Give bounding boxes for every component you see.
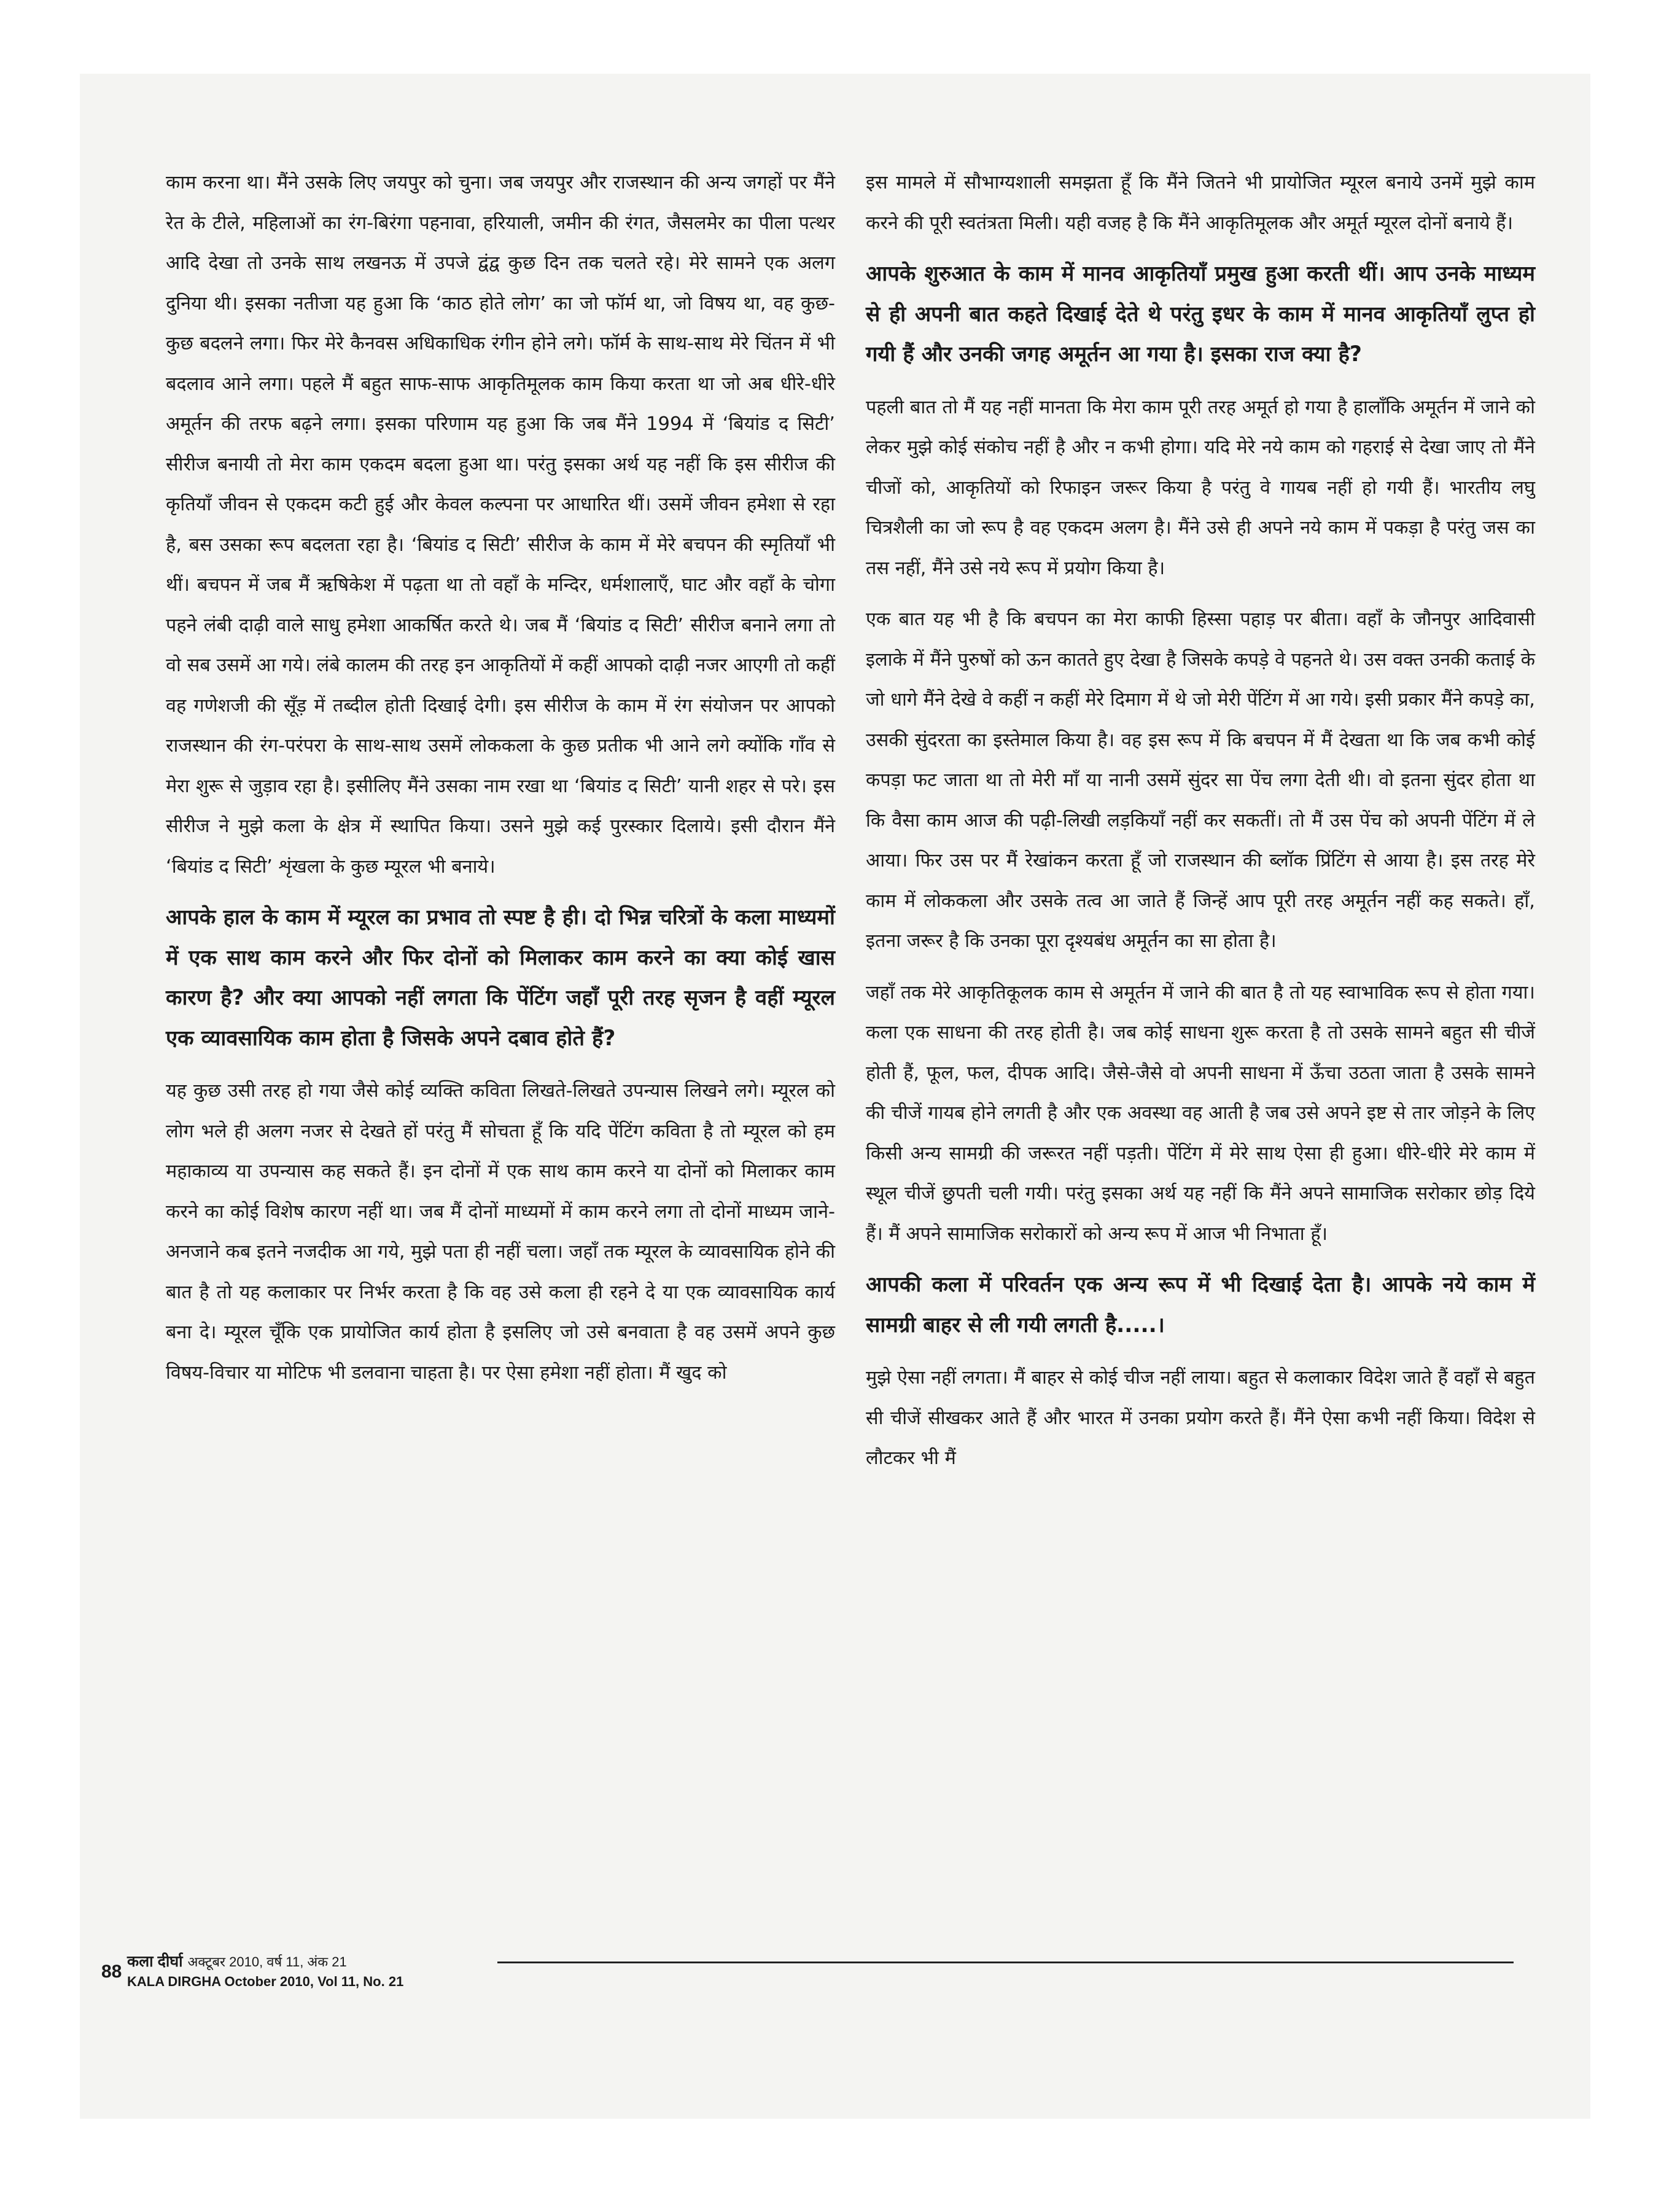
magazine-title-hindi: कला दीर्घा bbox=[127, 1953, 183, 1970]
paragraph: एक बात यह भी है कि बचपन का मेरा काफी हिस्सा पहाड़ पर बीता। वहाँ के जौनपुर आदिवासी इलाके में मैंने पुरुषों को ऊन कातते हुए देखा है जिसके कपड़े वे पहनते थे। उस वक्त उनकी कताई के जो धागे मैंने देखे वे कहीं न कहीं मेरे दिमाग में थे जो मेरी पेंटिंग में आ गये। इसी प्रकार मैंने कपड़े का, उसकी सुंदरता का इस्तेमाल किया है। वह इस रूप में कि बचपन में मैं देखता था कि जब कभी कोई कपड़ा फट जाता था तो मेरी माँ या नानी उसमें सुंदर सा पेंच लगा देती थी। वो इतना सुंदर होता था कि वैसा काम आज की पढ़ी-लिखी लड़कियाँ नहीं कर सकतीं। तो मैं उस पेंच को अपनी पेंटिंग में ले आया। फिर उस पर मैं रेखांकन करता हूँ जो राजस्थान की ब्लॉक प्रिंटिंग से आया है। इस तरह मेरे काम में लोककला और उसके तत्व आ जाते हैं जिन्हें आप पूरी तरह अमूर्तन नहीं कह सकते। हाँ, इतना जरूर है कि उनका पूरा दृश्यबंध अमूर्तन का सा होता है। bbox=[866, 609, 1535, 952]
page-footer bbox=[101, 1947, 1514, 2002]
page-number: 88 bbox=[101, 1962, 122, 1982]
interview-question: आपके हाल के काम में म्यूरल का प्रभाव तो स्पष्ट है ही। दो भिन्न चरित्रों के कला माध्यमों में एक साथ काम करने और फिर दोनों को मिलाकर काम करने का क्या कोई खास कारण है? और क्या आपको नहीं लगता कि पेंटिंग जहाँ पूरी तरह सृजन है वहीं म्यूरल एक व्यावसायिक काम होता है जिसके अपने दबाव होते हैं? bbox=[166, 905, 835, 1051]
masthead-hindi bbox=[127, 1950, 347, 1971]
footer-rule bbox=[497, 1962, 1514, 1963]
paragraph: मुझे ऐसा नहीं लगता। मैं बाहर से कोई चीज नहीं लाया। बहुत से कलाकार विदेश जाते हैं वहाँ से बहुत सी चीजें सीखकर आते हैं और भारत में उनका प्रयोग करते हैं। मैंने ऐसा कभी नहीं किया। विदेश से लौटकर भी मैं bbox=[866, 1367, 1535, 1469]
paragraph: यह कुछ उसी तरह हो गया जैसे कोई व्यक्ति कविता लिखते-लिखते उपन्यास लिखने लगे। म्यूरल को लोग भले ही अलग नजर से देखते हों परंतु मैं सोचता हूँ कि यदि पेंटिंग कविता है तो म्यूरल को हम महाकाव्य या उपन्यास कह सकते हैं। इन दोनों में एक साथ काम करने या दोनों को मिलाकर काम करने का कोई विशेष कारण नहीं था। जब मैं दोनों माध्यमों में काम करने लगा तो दोनों माध्यम जाने-अनजाने कब इतने नजदीक आ गये, मुझे पता ही नहीं चला। जहाँ तक म्यूरल के व्यावसायिक होने की बात है तो यह कलाकार पर निर्भर करता है कि वह उसे कला ही रहने दे या एक व्यावसायिक कार्य बना दे। म्यूरल चूँकि एक प्रायोजित कार्य होता है इसलिए जो उसे बनवाता है वह उसमें अपने कुछ विषय-विचार या मोटिफ भी डलवाना चाहता है। पर ऐसा हमेशा नहीं होता। मैं खुद को bbox=[166, 1080, 835, 1384]
paragraph: जहाँ तक मेरे आकृतिकूलक काम से अमूर्तन में जाने की बात है तो यह स्वाभाविक रूप से होता गया। कला एक साधना की तरह होती है। जब कोई साधना शुरू करता है तो उसके सामने बहुत सी चीजें होती हैं, फूल, फल, दीपक आदि। जैसे-जैसे वो अपनी साधना में ऊँचा उठता जाता है उसके सामने की चीजें गायब होने लगती है और एक अवस्था वह आती है जब उसे अपने इष्ट से तार जोड़ने के लिए किसी अन्य सामग्री की जरूरत नहीं पड़ती। पेंटिंग में मेरे साथ ऐसा ही हुआ। धीरे-धीरे मेरे काम में स्थूल चीजें छुपती चली गयी। परंतु इसका अर्थ यह नहीं कि मैंने अपने सामाजिक सरोकार छोड़ दिये हैं। मैं अपने सामाजिक सरोकारों को अन्य रूप में आज भी निभाता हूँ। bbox=[866, 981, 1535, 1245]
paragraph: पहली बात तो मैं यह नहीं मानता कि मेरा काम पूरी तरह अमूर्त हो गया है हालाँकि अमूर्तन में जाने को लेकर मुझे कोई संकोच नहीं है और न कभी होगा। यदि मेरे नये काम को गहराई से देखा जाए तो मैंने चीजों को, आकृतियों को रिफाइन जरूर किया है परंतु वे गायब नहीं हो गयी हैं। भारतीय लघु चित्रशैली का जो रूप है वह एकदम अलग है। मैंने उसे ही अपने नये काम में पकड़ा है परंतु जस का तस नहीं, मैंने उसे नये रूप में प्रयोग किया है। bbox=[866, 396, 1535, 579]
interview-question: आपकी कला में परिवर्तन एक अन्य रूप में भी दिखाई देता है। आपके नये काम में सामग्री बाहर से ली गयी लगती है.....। bbox=[866, 1272, 1535, 1338]
right-column bbox=[866, 163, 1535, 1490]
left-column bbox=[166, 163, 835, 1404]
paragraph: इस मामले में सौभाग्यशाली समझता हूँ कि मैंने जितने भी प्रायोजित म्यूरल बनाये उनमें मुझे काम करने की पूरी स्वतंत्रता मिली। यही वजह है कि मैंने आकृतिमूलक और अमूर्त म्यूरल दोनों बनाये हैं। bbox=[866, 172, 1535, 234]
masthead-english: KALA DIRGHA October 2010, Vol 11, No. 21 bbox=[127, 1974, 404, 1989]
paragraph: काम करना था। मैंने उसके लिए जयपुर को चुना। जब जयपुर और राजस्थान की अन्य जगहों पर मैंने रेत के टीले, महिलाओं का रंग-बिरंगा पहनावा, हरियाली, जमीन की रंगत, जैसलमेर का पीला पत्थर आदि देखा तो उनके साथ लखनऊ में उपजे द्वंद्व कुछ दिन तक चलते रहे। मेरे सामने एक अलग दुनिया थी। इसका नतीजा यह हुआ कि ‘काठ होते लोग’ का जो फॉर्म था, जो विषय था, वह कुछ-कुछ बदलने लगा। फिर मेरे कैनवस अधिकाधिक रंगीन होने लगे। फॉर्म के साथ-साथ मेरे चिंतन में भी बदलाव आने लगा। पहले मैं बहुत साफ-साफ आकृतिमूलक काम किया करता था जो अब धीरे-धीरे अमूर्तन की तरफ बढ़ने लगा। इसका परिणाम यह हुआ कि जब मैंने 1994 में ‘बियांड द सिटी’ सीरीज बनायी तो मेरा काम एकदम बदला हुआ था। परंतु इसका अर्थ यह नहीं कि इस सीरीज की कृतियाँ जीवन से एकदम कटी हुई और केवल कल्पना पर आधारित थीं। उसमें जीवन हमेशा से रहा है, बस उसका रूप बदलता रहा है। ‘बियांड द सिटी’ सीरीज के काम में मेरे बचपन की स्मृतियाँ भी थीं। बचपन में जब मैं ऋषिकेश में पढ़ता था तो वहाँ के मन्दिर, धर्मशालाएँ, घाट और वहाँ के चोगा पहने लंबी दाढ़ी वाले साधु हमेशा आकर्षित करते थे। जब मैं ‘बियांड द सिटी’ सीरीज बनाने लगा तो वो सब उसमें आ गये। लंबे कालम की तरह इन आकृतियों में कहीं आपको दाढ़ी नजर आएगी तो कहीं वह गणेशजी की सूँड़ में तब्दील होती दिखाई देगी। इस सीरीज के काम में रंग संयोजन पर आपको राजस्थान की रंग-परंपरा के साथ-साथ उसमें लोककला के कुछ प्रतीक भी आने लगे क्योंकि गाँव से मेरा शुरू से जुड़ाव रहा है। इसीलिए मैंने उसका नाम रखा था ‘बियांड द सिटी’ यानी शहर से परे। इस सीरीज ने मुझे कला के क्षेत्र में स्थापित किया। उसने मुझे कई पुरस्कार दिलाये। इसी दौरान मैंने ‘बियांड द सिटी’ शृंखला के कुछ म्यूरल भी बनाये। bbox=[166, 172, 835, 878]
issue-info-hindi: अक्टूबर 2010, वर्ष 11, अंक 21 bbox=[187, 1954, 347, 1969]
page-sheet bbox=[80, 74, 1590, 2119]
interview-question: आपके शुरुआत के काम में मानव आकृतियाँ प्रमुख हुआ करती थीं। आप उनके माध्यम से ही अपनी बात कहते दिखाई देते थे परंतु इधर के काम में मानव आकृतियाँ लुप्त हो गयी हैं और उनकी जगह अमूर्तन आ गया है। इसका राज क्या है? bbox=[866, 262, 1535, 367]
